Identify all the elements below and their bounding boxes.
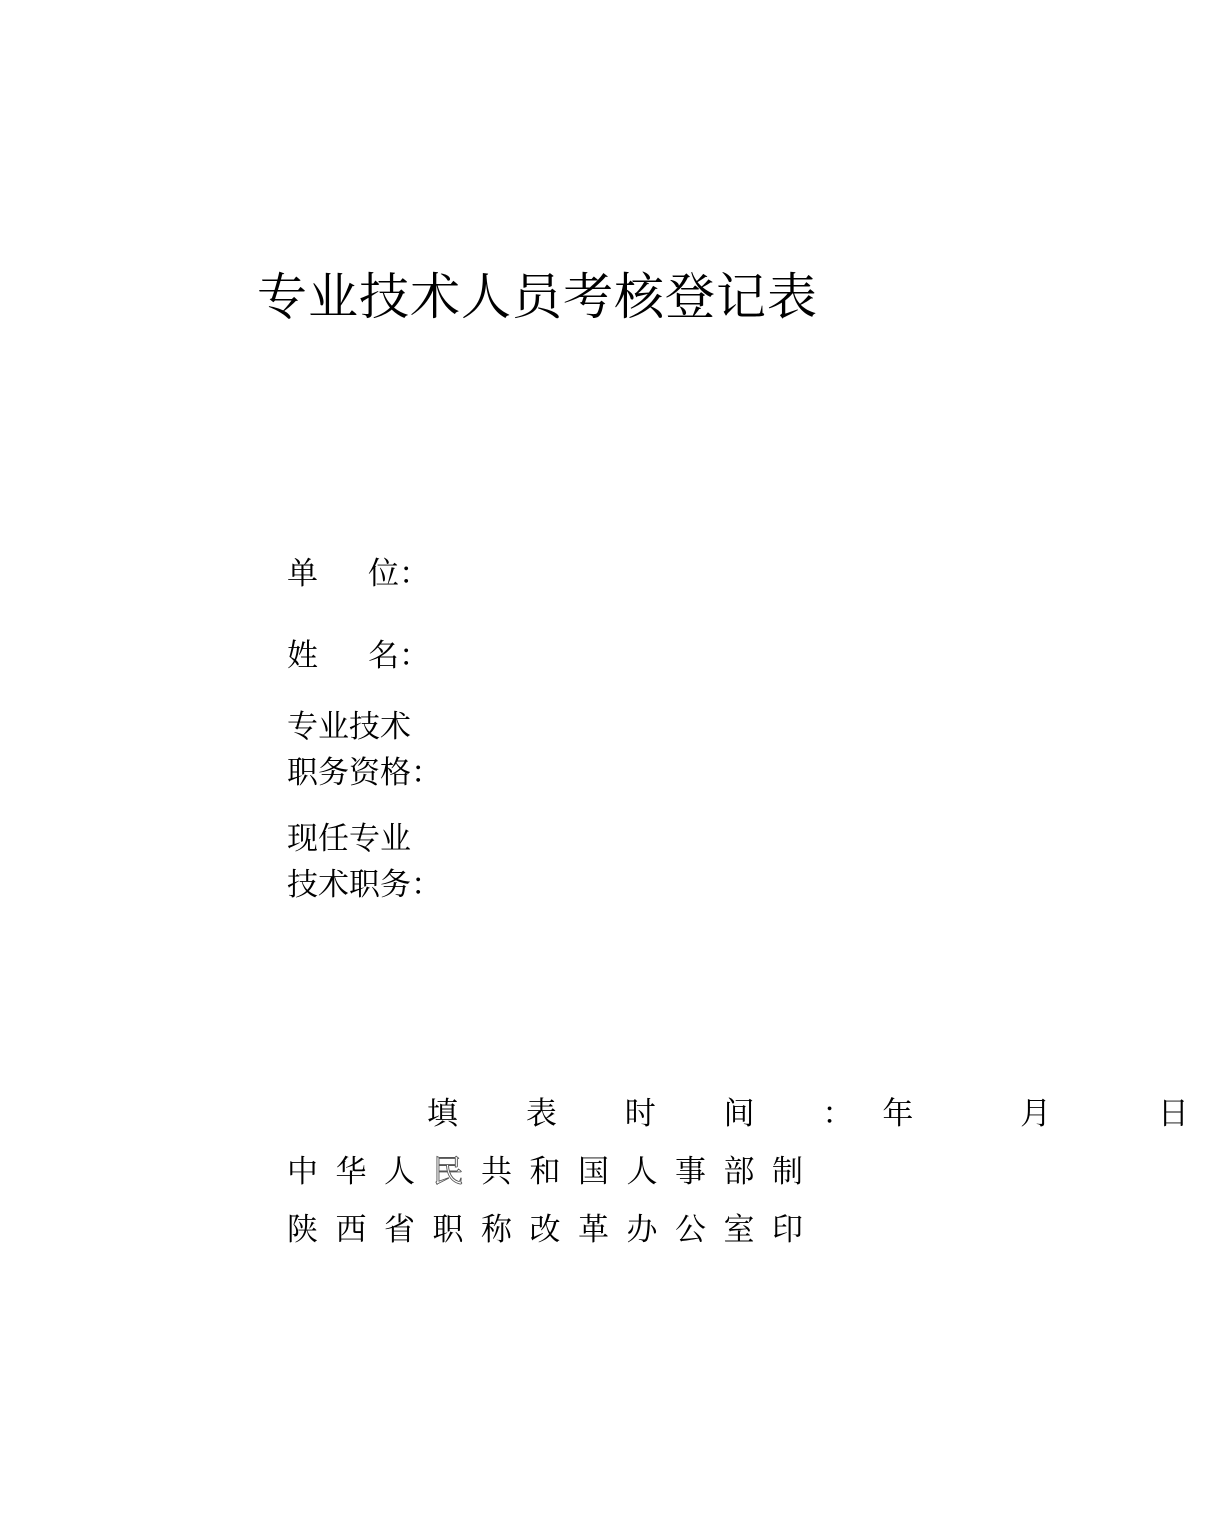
- unit-field-label: [287, 552, 430, 596]
- name-label-char2: 名：: [368, 638, 430, 674]
- issuer-ministry-part2: 共和国人事部制: [481, 1154, 821, 1190]
- unit-label-char1: 单: [287, 556, 318, 592]
- name-field-label: [287, 634, 430, 678]
- page-title: 专业技术人员考核登记表: [257, 268, 818, 326]
- issuer-line-office: 陕西省职称改革办公室印: [287, 1212, 821, 1248]
- fill-date-line: 填 表 时 间 ：年 月 日: [427, 1096, 1218, 1132]
- current-position-field-label: [287, 816, 442, 908]
- qualification-field-label: [287, 704, 442, 796]
- issuer-line-ministry: [287, 1150, 821, 1194]
- issuer-ministry-outlined-char: 民: [432, 1154, 481, 1190]
- current-position-label-line1: 现任专业: [287, 821, 411, 857]
- qualification-label-line1: 专业技术: [287, 709, 411, 745]
- unit-label-char2: 位：: [368, 556, 430, 592]
- current-position-label-line2: 技术职务：: [287, 867, 442, 903]
- qualification-label-line2: 职务资格：: [287, 755, 442, 791]
- name-label-char1: 姓: [287, 638, 318, 674]
- issuer-ministry-part1: 中华人: [287, 1154, 433, 1190]
